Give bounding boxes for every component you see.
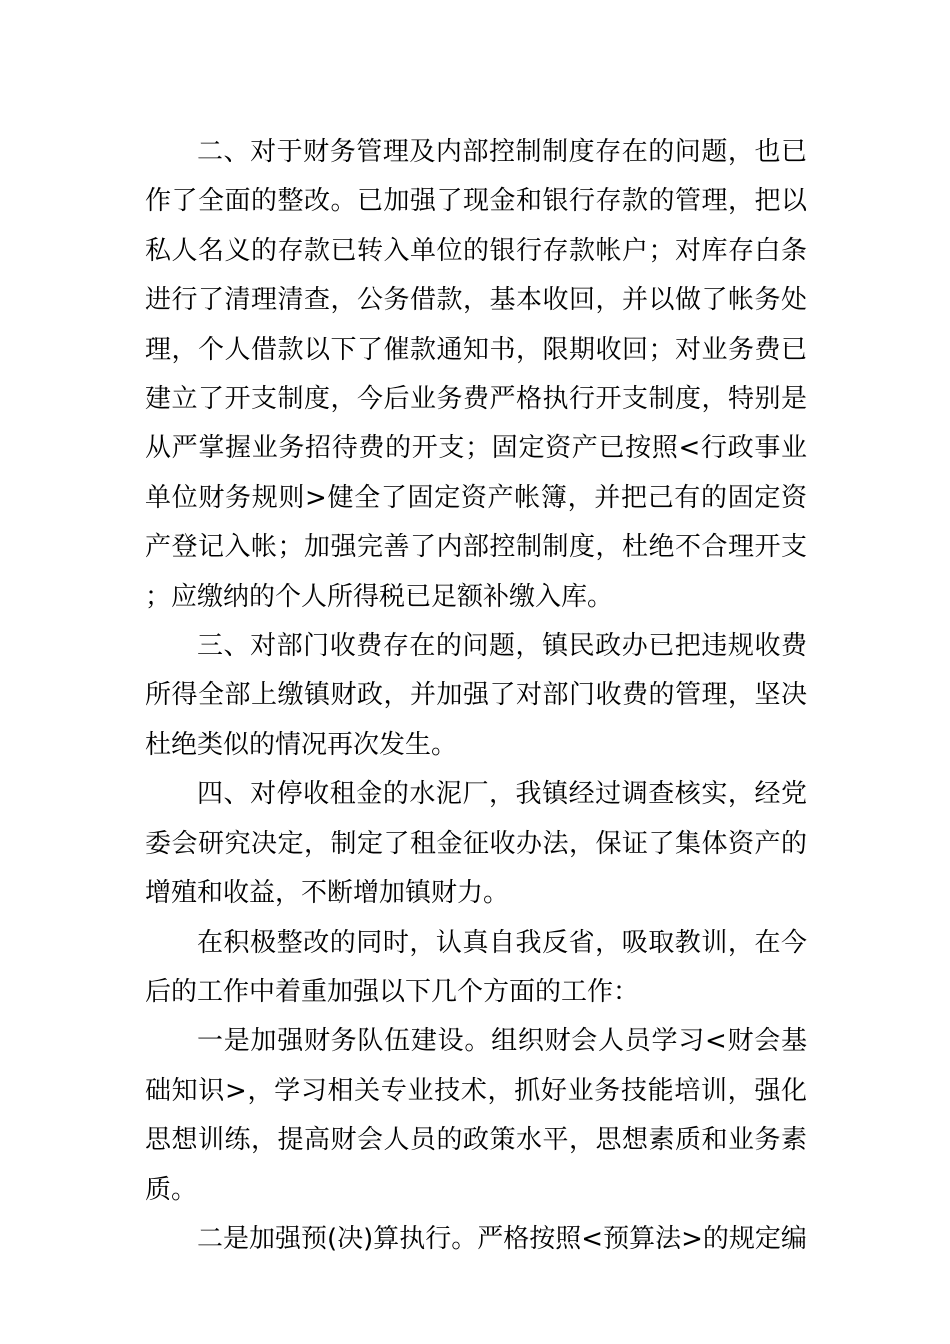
paragraph-self-reflection: 在积极整改的同时，认真自我反省，吸取教训，在今后的工作中着重加强以下几个方面的工作： — [145, 927, 807, 1007]
paragraph-budget-execution: 二是加强预(决)算执行。严格按照<预算法>的规定编 — [197, 1223, 807, 1254]
paragraph-finance-team-building: 一是加强财务队伍建设。组织财会人员学习<财会基础知识>，学习相关专业技术，抓好业务技能培训，强化思想训练，提高财会人员的政策水平，思想素质和业务素质。 — [145, 1026, 807, 1205]
paragraph-department-fees: 三、对部门收费存在的问题，镇民政办已把违规收费所得全部上缴镇财政，并加强了对部门收费的管理，坚决杜绝类似的情况再次发生。 — [145, 631, 807, 760]
document-body — [145, 128, 807, 1264]
paragraph-financial-management: 二、对于财务管理及内部控制制度存在的问题，也已作了全面的整改。已加强了现金和银行存款的管理，把以私人名义的存款已转入单位的银行存款帐户；对库存白条进行了清理清查，公务借款，基本收回，并以做了帐务处理，个人借款以下了催款通知书，限期收回；对业务费已建立了开支制度，今后业务费严格执行开支制度，特别是从严掌握业务招待费的开支；固定资产已按照<行政事业单位财务规则>健全了固定资产帐簿，并把己有的固定资产登记入帐；加强完善了内部控制制度，杜绝不合理开支；应缴纳的个人所得税已足额补缴入库。 — [145, 137, 807, 612]
paragraph-cement-factory-rent: 四、对停收租金的水泥厂，我镇经过调查核实，经党委会研究决定，制定了租金征收办法，保证了集体资产的增殖和收益，不断增加镇财力。 — [145, 779, 807, 909]
